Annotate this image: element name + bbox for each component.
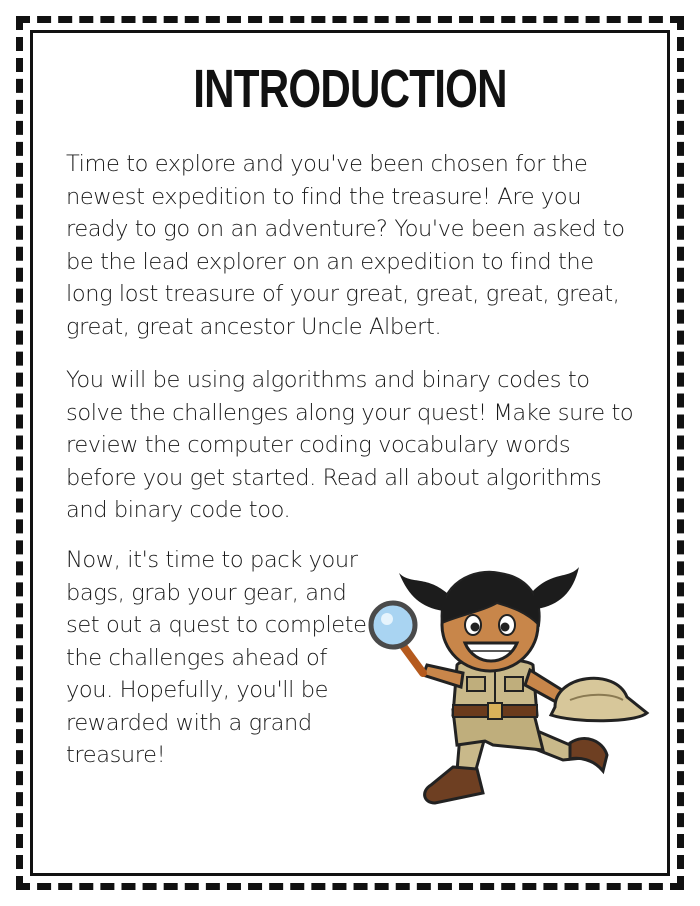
- magnifier-lens: [371, 603, 415, 647]
- right-pigtail: [533, 567, 579, 609]
- magnifier-handle: [401, 643, 423, 673]
- intro-paragraph-2: You will be using algorithms and binary codes to solve the challenges along your quest! Make sure to review the computer coding vocabulary words before you get started. Read all about algorithms and binary code too.: [66, 367, 634, 523]
- intro-paragraph-3: Now, it's time to pack your bags, grab your gear, and set out a quest to complete the challenges ahead of you. Hopefully, you'll be rewarded with a grand treasure!: [66, 547, 367, 768]
- explorer-girl-icon: [365, 545, 655, 820]
- back-boot: [570, 739, 607, 771]
- intro-paragraph-1: Time to explore and you've been chosen for the newest expedition to find the treasure! Are you ready to go on an adventure? You've been asked to be the lead explorer on an expedition to find the long lost treasure of your great, great, great, great, great, great ancestor Uncle Albert.: [66, 151, 625, 340]
- safari-helmet: [551, 678, 647, 721]
- front-boot: [425, 767, 483, 803]
- page-title: INTRODUCTION: [193, 59, 507, 119]
